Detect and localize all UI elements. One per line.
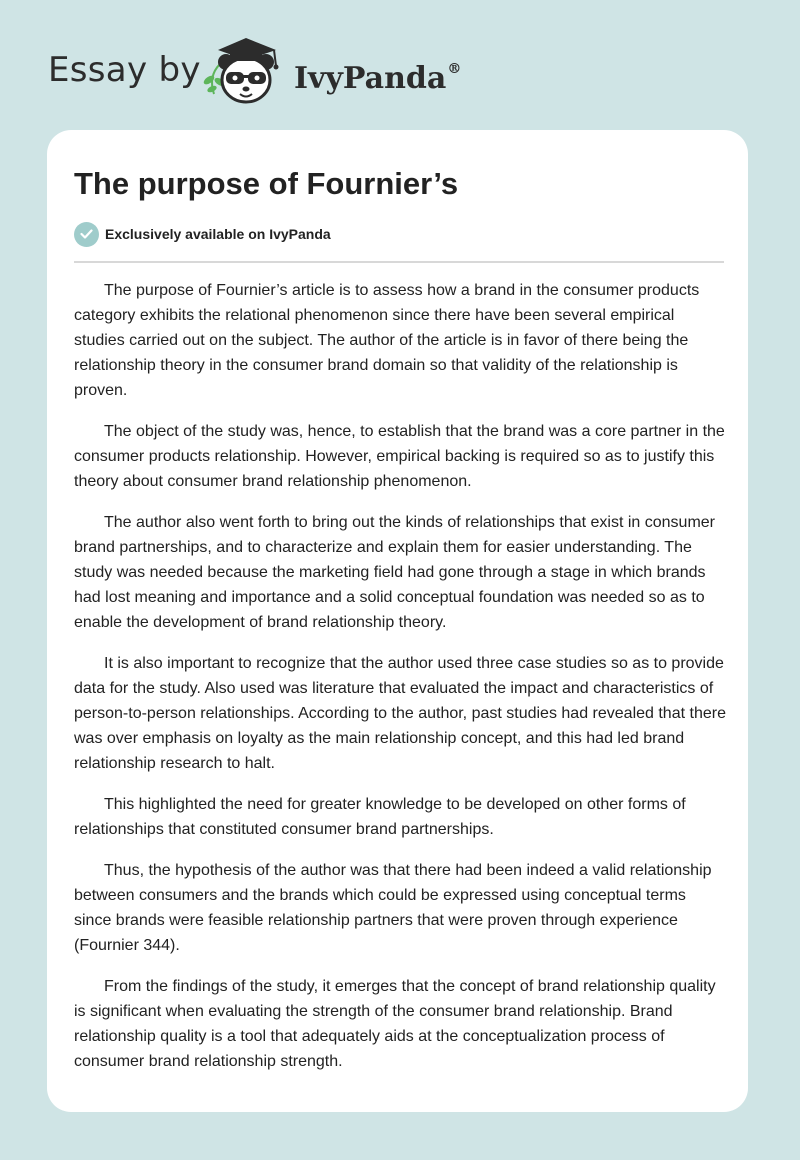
page-title: The purpose of Fournier’s: [74, 166, 459, 201]
check-circle-icon: [74, 222, 99, 247]
panda-graduate-icon[interactable]: [200, 36, 292, 108]
article-paragraph: It is also important to recognize that the author used three case studies so as to provide data for the study. Also used was literature that evaluated the impact and characteristics of person-to-person relationships. According to the author, past studies had revealed that there was over emphasis on loyalty as the main relationship concept, and this had led brand relationship research to halt.: [74, 655, 726, 772]
site-header: [0, 0, 800, 128]
article-paragraph: This highlighted the need for greater knowledge to be developed on other forms of relationships that constituted consumer brand partnerships.: [74, 796, 686, 838]
essay-card: [47, 130, 748, 1112]
article-paragraph: The author also went forth to bring out the kinds of relationships that exist in consumer brand partnerships, and to characterize and explain them for easier understanding. The study was needed because the marketing field had gone through a stage in which brands had lost meaning and importance and a solid conceptual foundation was needed so as to enable the development of brand relationship theory.: [74, 514, 715, 631]
article-paragraph: The purpose of Fournier’s article is to assess how a brand in the consumer products category exhibits the relational phenomenon since there have been several empirical studies carried out on the subject. The author of the article is in favor of there being the relationship theory in the consumer brand domain so that validity of the relationship is proven.: [74, 282, 700, 399]
title-divider: [74, 261, 724, 263]
essay-by-label: Essay by: [48, 50, 201, 90]
article-paragraph: From the findings of the study, it emerges that the concept of brand relationship quality is significant when evaluating the strength of the consumer brand relationship. Brand relationship quality is a tool that adequately aids at the conceptualization process of consumer brand relationship strength.: [74, 978, 716, 1070]
exclusive-badge: [74, 221, 331, 247]
registered-mark: ®: [447, 61, 462, 77]
brand-name: IvyPanda: [294, 61, 447, 96]
article-paragraph: Thus, the hypothesis of the author was that there had been indeed a valid relationship between consumers and the brands which could be expressed using conceptual terms since brands were feasible relationship partners that were proven through experience (Fournier 344).: [74, 862, 712, 954]
brand-logo-text[interactable]: [294, 54, 461, 98]
article-body: [74, 278, 726, 1090]
article-paragraph: The object of the study was, hence, to establish that the brand was a core partner in the consumer products relationship. However, empirical backing is required so as to justify this theory about consumer brand relationship phenomenon.: [74, 423, 725, 490]
exclusive-label: Exclusively available on IvyPanda: [105, 226, 331, 242]
